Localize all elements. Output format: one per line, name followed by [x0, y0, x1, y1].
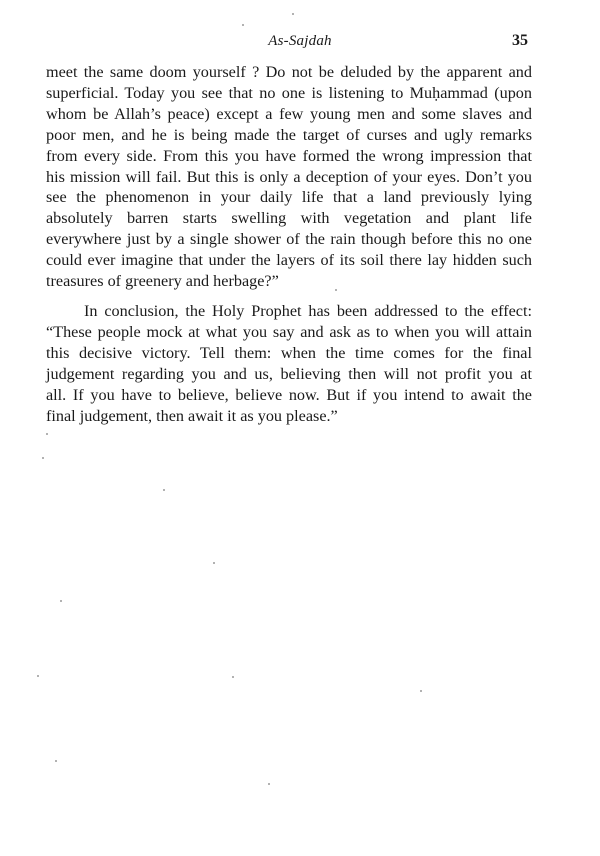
text-line: whom be Allah’s peace) except a few young men and some slaves and	[46, 104, 532, 123]
text-line: see the phenomenon in your daily life that a land previously lying	[46, 188, 532, 207]
body-text	[46, 62, 532, 426]
text-line: absolutely barren starts swelling with vegetation and plant life	[46, 209, 532, 228]
scan-speck	[232, 676, 234, 678]
text-line: everywhere just by a single shower of the rain though before this no one	[46, 230, 532, 249]
scan-speck	[163, 489, 165, 491]
running-title: As-Sajdah	[268, 33, 332, 49]
text-line: judgement regarding you and us, believing then will not profit you at	[46, 364, 532, 383]
text-line: his mission will fail. But this is only a deception of your eyes. Don’t you	[46, 167, 532, 186]
scan-speck	[335, 289, 337, 291]
scan-speck	[42, 457, 44, 459]
scan-speck	[420, 690, 422, 692]
scan-speck	[46, 433, 48, 435]
scan-speck	[60, 600, 62, 602]
text-line: In conclusion, the Holy Prophet has been addressed to the effect:	[84, 301, 532, 320]
text-line: final judgement, then await it as you please.”	[46, 406, 338, 425]
paragraph-1	[46, 62, 532, 292]
scan-speck	[242, 24, 244, 26]
text-line: from every side. From this you have formed the wrong impression that	[46, 146, 532, 165]
scan-speck	[37, 675, 39, 677]
page-number: 35	[512, 32, 528, 49]
scan-speck	[292, 13, 294, 15]
scan-speck	[55, 760, 57, 762]
text-line: all. If you have to believe, believe now. But if you intend to await the	[46, 385, 532, 404]
text-line: treasures of greenery and herbage?”	[46, 272, 279, 291]
text-line: could ever imagine that under the layers of its soil there lay hidden such	[46, 251, 532, 270]
text-line: “These people mock at what you say and ask as to when you will attain	[46, 322, 532, 341]
text-line: superficial. Today you see that no one is listening to Muḥammad (upon	[46, 83, 532, 102]
text-line: meet the same doom yourself ? Do not be deluded by the apparent and	[46, 63, 532, 81]
paragraph-2	[46, 301, 532, 426]
scan-speck	[268, 783, 270, 785]
text-line: this decisive victory. Tell them: when the time comes for the final	[46, 343, 532, 362]
scan-speck	[213, 562, 215, 564]
text-line: poor men, and he is being made the target of curses and ugly remarks	[46, 125, 532, 144]
